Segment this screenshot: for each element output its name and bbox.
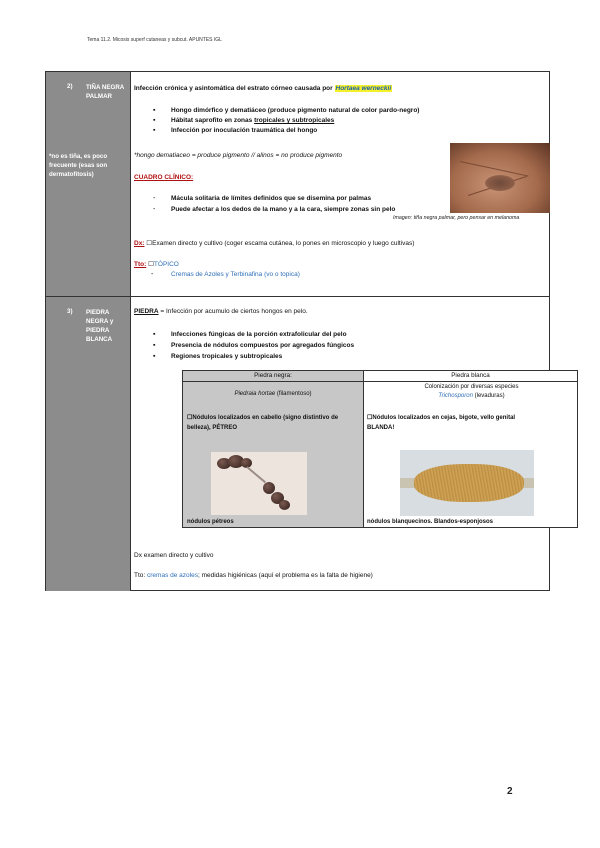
header-piedra-blanca: Piedra blanca [364, 371, 578, 382]
piedra-definition: = Infección por acumulo de ciertos hongos en pelo. [160, 308, 308, 315]
piedra-tto-rest: ; medidas higiénicas (aquí el problema es la falta de higiene) [197, 572, 373, 579]
dash-icon: - [153, 206, 156, 213]
checkbox-icon: ☐ [187, 415, 193, 421]
palm-crease [460, 161, 529, 177]
row-tina-negra [46, 72, 549, 297]
intro-text: Infección crónica y asintomática del estrato córneo causada por [134, 85, 333, 92]
blanca-organism-type: (levaduras) [474, 393, 505, 399]
page-header: Tema 11.2. Micosis superf cutaneas y subcut. APUNTES IGL [87, 37, 222, 43]
dx-line [134, 239, 414, 247]
nodule-sheath [414, 464, 524, 502]
nodule-bead [279, 500, 290, 510]
piedra-term: PIEDRA [134, 308, 159, 315]
organism-highlight: Hortaea werneckii [335, 85, 392, 92]
bullet-icon: ▪ [153, 127, 156, 134]
content-table [45, 71, 550, 591]
piedra-bullet-3: Regiones tropicales y subtropicales [171, 353, 283, 360]
row-number: 2) [67, 83, 73, 90]
row-title: TIÑA NEGRA PALMAR [86, 84, 125, 100]
bullet-icon: ▪ [153, 342, 156, 349]
piedra-tto-azoles: cremas de azoles [147, 572, 198, 579]
negra-desc-1-text: Nódulos localizados en cabello (signo distintivo de [192, 415, 339, 421]
right-column [131, 297, 549, 591]
bullet-1: Hongo dimórfico y dematiáceo (produce pigmento natural de color pardo-negro) [171, 107, 420, 114]
header-piedra-negra: Piedra negra: [183, 371, 364, 382]
right-column [131, 72, 549, 296]
tto-label: Tto: [134, 261, 147, 268]
checkbox-icon: ☐ [146, 240, 153, 247]
row-number: 3) [67, 308, 73, 315]
black-nodules-image [211, 452, 307, 515]
tto-main: TÓPICO [153, 261, 179, 268]
piedra-intro [134, 308, 308, 315]
blanca-desc-2: BLANDA! [367, 425, 395, 431]
row-title: PIEDRA NEGRA y PIEDRA BLANCA [86, 309, 114, 343]
side-note: *no es tiña, es poco frecuente (esas son dermatofitosis) [49, 153, 108, 178]
intro-line [134, 85, 392, 92]
tto-sub: Cremas de Azoles y Terbinafina (vo o topica) [171, 271, 300, 278]
clinical-item-1: Mácula solitaria de límites definidos que se disemina por palmas [171, 195, 372, 202]
bullet-3: Infección por inoculación traumática del hongo [171, 127, 318, 134]
piedra-bullet-2: Presencia de nódulos compuestos por agregados fúngicos [171, 342, 355, 349]
cell-piedra-blanca [364, 382, 578, 528]
blanca-organism: Trichosporon [438, 393, 473, 399]
checkbox-icon: ☐ [367, 415, 373, 421]
hair-shaft [246, 466, 266, 483]
bullet-icon: ▪ [153, 331, 156, 338]
page-number: 2 [507, 786, 513, 797]
left-column [46, 297, 131, 591]
blanca-organism-line [364, 393, 579, 399]
cell-piedra-negra [183, 382, 364, 528]
piedra-tto-line [134, 572, 373, 579]
dash-icon: - [151, 271, 154, 278]
negra-caption: nódulos pétreos [187, 519, 234, 525]
piedra-dx: Dx examen directo y cultivo [134, 552, 214, 559]
left-column [46, 72, 131, 296]
negra-desc-2: belleza), PÉTREO [187, 425, 238, 431]
negra-desc-1 [187, 414, 338, 421]
bullet-2 [171, 117, 334, 124]
dx-label: Dx: [134, 240, 145, 247]
dash-icon: - [153, 195, 156, 202]
piedra-bullet-1: Infecciones fúngicas de la porción extrafolicular del pelo [171, 331, 347, 338]
clinical-item-2: Puede afectar a los dedos de la mano y a la cara, siempre zonas sin pelo [171, 206, 396, 213]
negra-organism: Piedraia hortae [234, 391, 276, 397]
blanca-caption: nódulos blanquecinos. Blandos-esponjosos [367, 519, 494, 525]
bullet-icon: ▪ [153, 107, 156, 114]
white-nodules-image [400, 450, 534, 516]
blanca-line1: Colonización por diversas especies [424, 384, 519, 390]
image-caption: Imagen: tiña negra palmar, pero pensar en melanoma [393, 215, 520, 221]
blanca-desc-1-text: Nódulos localizados en cejas, bigote, vello genital [372, 415, 516, 421]
habitat-underlined: tropicales y subtropicales [254, 117, 335, 124]
bullet-icon: ▪ [153, 117, 156, 124]
bullet-icon: ▪ [153, 353, 156, 360]
clinical-heading: CUADRO CLÍNICO: [134, 174, 194, 181]
negra-organism-type: (filamentoso) [276, 391, 312, 397]
dx-text: Examen directo y cultivo (coger escama cutánea, lo pones en microscopio y luego cultivas) [152, 240, 415, 247]
checkbox-icon: ☐ [148, 261, 154, 268]
palm-photo [450, 143, 550, 213]
pigment-note: *hongo dematiaceo = produce pigmento // alinos = no produce pigmento [134, 152, 343, 159]
negra-organism-line [183, 391, 363, 397]
blanca-desc-1 [367, 414, 515, 421]
pigmented-macule [485, 175, 515, 191]
piedra-tto-label: Tto: [134, 572, 146, 579]
row-piedra [46, 297, 549, 591]
tto-line [134, 260, 179, 268]
comparison-table [182, 370, 578, 528]
bullet-2-text: Hábitat saprofito en zonas [171, 117, 253, 124]
